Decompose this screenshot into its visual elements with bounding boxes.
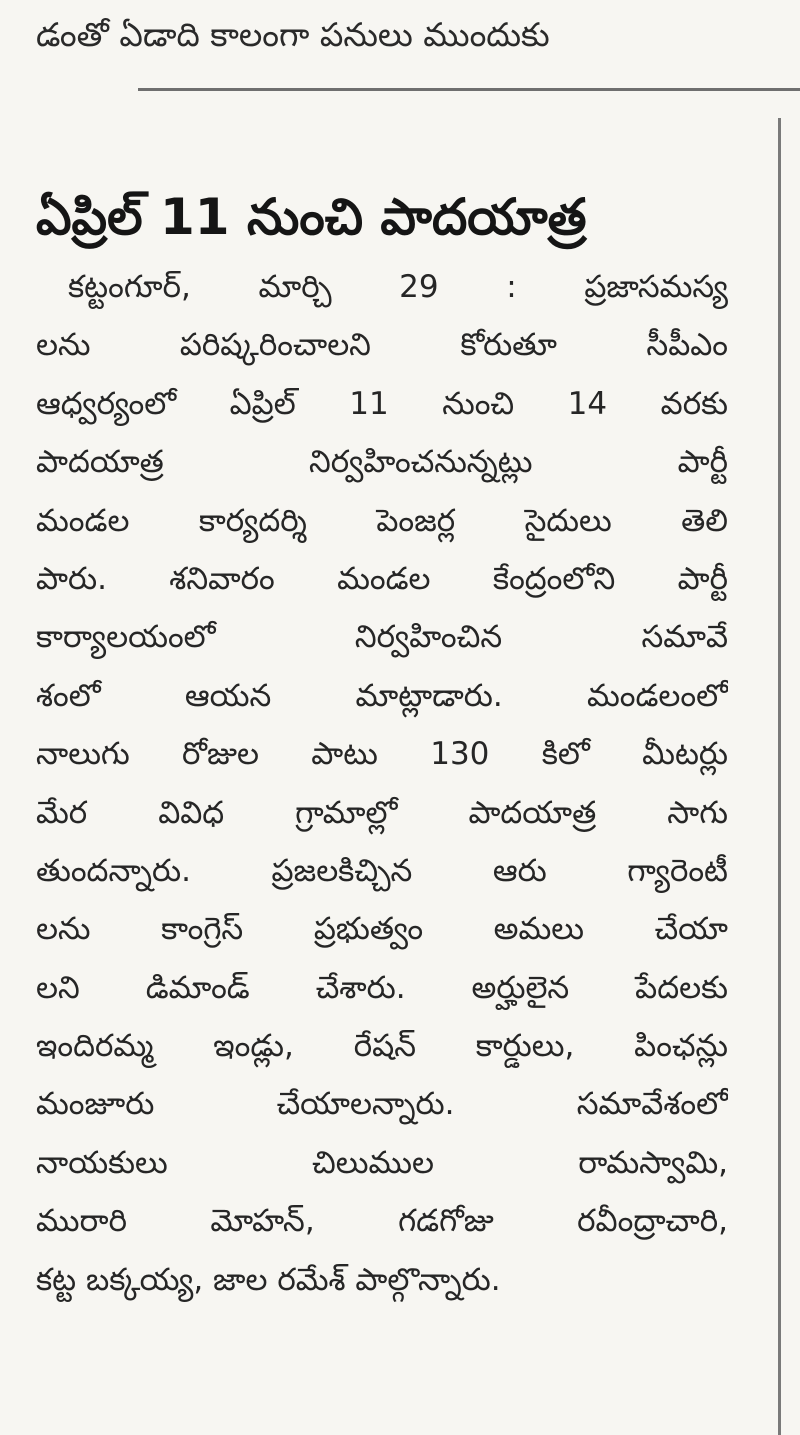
article-line: తుందన్నారు. ప్రజలకిచ్చిన ఆరు గ్యారెంటీ: [36, 852, 728, 889]
article-line: కట్ట బక్కయ్య, జాల రమేశ్ పాల్గొన్నారు.: [36, 1261, 501, 1298]
article-line: పారు. శనివారం మండల కేంద్రంలోని పార్టీ: [36, 560, 728, 597]
article-line: కట్టంగూర్, మార్చి 29 : ప్రజాసమస్య: [68, 269, 728, 305]
article-line: ఆధ్వర్యంలో ఏప్రిల్ 11 నుంచి 14 వరకు: [36, 385, 728, 422]
previous-article-tail-line: డంతో ఏడాది కాలంగా పనులు ముందుకు: [36, 15, 550, 54]
article-line: పాదయాత్ర నిర్వహించనున్నట్లు పార్టీ: [36, 444, 728, 481]
article-line: లని డిమాండ్ చేశారు. అర్హులైన పేదలకు: [36, 969, 728, 1006]
article-body: [36, 258, 728, 1309]
column-right-divider: [778, 118, 781, 1435]
article-headline: ఏప్రిల్ 11 నుంచి పాదయాత్ర: [36, 187, 587, 246]
article-line: లను కాంగ్రెస్ ప్రభుత్వం అమలు చేయా: [36, 911, 728, 948]
article-line: నాయకులు చిలుముల రామస్వామి,: [36, 1144, 728, 1181]
article-line: లను పరిష్కరించాలని కోరుతూ సీపీఎం: [36, 327, 728, 364]
article-line: మంజూరు చేయాలన్నారు. సమావేశంలో: [36, 1086, 728, 1123]
article-line: ఇందిరమ్మ ఇండ్లు, రేషన్ కార్డులు, పింఛన్లు: [36, 1028, 728, 1065]
column-top-divider: [138, 88, 800, 91]
article-line: నాలుగు రోజుల పాటు 130 కిలో మీటర్లు: [36, 736, 728, 773]
article-line: కార్యాలయంలో నిర్వహించిన సమావే: [36, 619, 728, 656]
article-line: మేర వివిధ గ్రామాల్లో పాదయాత్ర సాగు: [36, 794, 728, 831]
article-line: శంలో ఆయన మాట్లాడారు. మండలంలో: [36, 677, 728, 714]
article-line: మురారి మోహన్, గడగోజు రవీంద్రాచారి,: [36, 1203, 728, 1240]
article-line: మండల కార్యదర్శి పెంజర్ల సైదులు తెలి: [36, 502, 728, 539]
